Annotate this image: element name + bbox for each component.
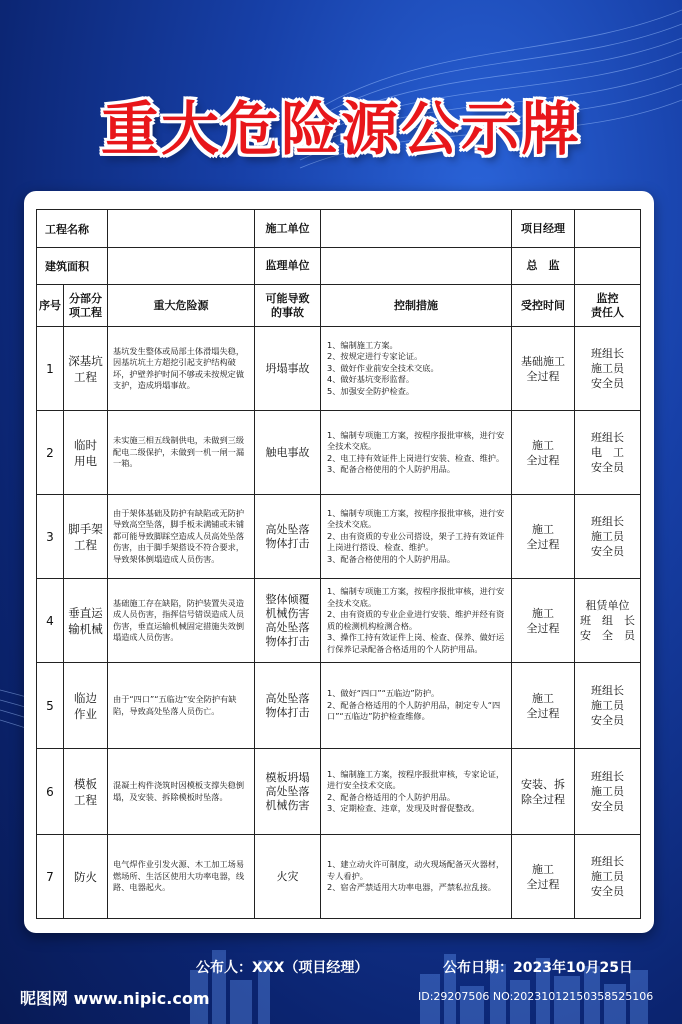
resp-line: 施工员 — [591, 785, 624, 798]
possible-accident — [255, 663, 321, 749]
responsible-person — [575, 579, 641, 663]
sub-project-line: 工程 — [74, 369, 97, 384]
sub-project — [64, 835, 108, 919]
sub-project-line: 深基坑 — [68, 353, 103, 368]
row-number: 7 — [37, 835, 64, 919]
responsible-person — [575, 327, 641, 411]
supervisor-label: 监理单位 — [255, 248, 321, 285]
sub-project-line: 用电 — [74, 453, 97, 468]
time-line: 全过程 — [526, 706, 560, 720]
possible-accident — [255, 579, 321, 663]
header-resp — [575, 285, 641, 327]
resp-line: 班组长 — [591, 855, 624, 868]
accident-line: 高处坠落 — [265, 620, 310, 634]
possible-accident — [255, 411, 321, 495]
possible-accident — [255, 835, 321, 919]
control-measures — [321, 411, 512, 495]
measure-item: 3、配备合格使用的个人防护用品。 — [327, 464, 456, 474]
resp-line: 安全员 — [591, 461, 624, 474]
time-line: 施工 — [532, 862, 554, 876]
resp-line: 安全员 — [591, 800, 624, 813]
sub-project-line: 防火 — [74, 869, 97, 884]
resp-line: 班组长 — [591, 431, 624, 444]
resp-line: 安 全 员 — [580, 629, 635, 642]
header-time: 受控时间 — [512, 285, 575, 327]
resp-line: 安全员 — [591, 714, 624, 727]
responsible-person — [575, 749, 641, 835]
time-line: 安装、拆 — [521, 777, 565, 791]
accident-line: 模板坍塌 — [265, 770, 310, 784]
resp-line: 安全员 — [591, 377, 624, 390]
supervisor-value — [321, 248, 512, 285]
time-line: 全过程 — [526, 877, 560, 891]
header-sub-line-2: 项工程 — [69, 305, 102, 319]
header-no: 序号 — [37, 285, 64, 327]
row-number: 4 — [37, 579, 64, 663]
accident-line: 机械伤害 — [265, 798, 310, 812]
sub-project — [64, 495, 108, 579]
sub-project-line: 垂直运 — [68, 605, 103, 620]
hazard-description: 基础施工存在缺陷，防护装置失灵造成人员伤害，指挥信号错误造成人员伤害，垂直运输机械固定措施失效倒塌造成人员伤害。 — [108, 579, 255, 663]
header-sub-line-1: 分部分 — [69, 291, 102, 305]
measure-item: 5、加强安全防护检查。 — [327, 385, 415, 396]
watermark-id: ID:29207506 NO:20231012150358525106 — [418, 990, 654, 1003]
area-value — [108, 248, 255, 285]
hazard-row — [37, 495, 641, 579]
manager-value — [575, 210, 641, 248]
time-line: 全过程 — [526, 369, 560, 383]
controlled-time — [512, 579, 575, 663]
control-measures — [321, 663, 512, 749]
accident-line: 机械伤害 — [265, 606, 310, 620]
measure-item: 2、配备合格适用的个人防护用品，制定专人“四口”“五临边”防护检查维修。 — [327, 699, 501, 722]
responsible-person — [575, 835, 641, 919]
hazard-description: 由于“四口”“五临边”安全防护有缺陷，导致高处坠落人员伤亡。 — [108, 663, 255, 749]
controlled-time — [512, 835, 575, 919]
hazard-row — [37, 579, 641, 663]
accident-line: 高处坠落 — [265, 691, 310, 705]
time-line: 施工 — [532, 522, 554, 536]
manager-label: 项目经理 — [512, 210, 575, 248]
accident-line: 高处坠落 — [265, 522, 310, 536]
header-resp-line-1: 监控 — [596, 291, 619, 305]
sub-project — [64, 411, 108, 495]
sub-project — [64, 663, 108, 749]
area-label: 建筑面积 — [37, 248, 108, 285]
controlled-time — [512, 495, 575, 579]
control-measures — [321, 749, 512, 835]
time-line: 全过程 — [526, 453, 560, 467]
time-line: 全过程 — [526, 537, 560, 551]
accident-line: 触电事故 — [265, 445, 310, 459]
measure-item: 1、编制专项施工方案，按程序报批审核，进行安全技术交底。 — [327, 586, 505, 608]
header-accident-line-1: 可能导致 — [265, 291, 310, 305]
time-line: 除全过程 — [521, 792, 565, 806]
hazard-row — [37, 327, 641, 411]
controlled-time — [512, 327, 575, 411]
project-name-label: 工程名称 — [37, 210, 108, 248]
measure-item: 2、由有资质的专业企业进行安装、维护并经有资质的检测机构检测合格。 — [327, 609, 505, 631]
controlled-time — [512, 663, 575, 749]
row-number: 5 — [37, 663, 64, 749]
hazard-row — [37, 411, 641, 495]
measure-item: 3、配备合格使用的个人防护用品。 — [327, 553, 456, 564]
responsible-person — [575, 495, 641, 579]
resp-line: 施工员 — [591, 362, 624, 375]
hazard-board — [24, 191, 654, 933]
sub-project-line: 输机械 — [68, 621, 103, 636]
info-row-2 — [37, 248, 641, 285]
resp-line: 施工员 — [591, 530, 624, 543]
resp-line: 施工员 — [591, 699, 624, 712]
resp-line: 班组长 — [591, 347, 624, 360]
controlled-time — [512, 749, 575, 835]
resp-line: 施工员 — [591, 870, 624, 883]
accident-line: 火灾 — [276, 869, 299, 883]
measure-item: 1、编制专项施工方案，按程序报批审核，进行安全技术交底。 — [327, 507, 505, 530]
measure-item: 3、做好作业前安全技术交底。 — [327, 362, 439, 373]
header-measures: 控制措施 — [321, 285, 512, 327]
resp-line: 班组长 — [591, 770, 624, 783]
sub-project — [64, 327, 108, 411]
sub-project-line: 作业 — [74, 706, 97, 721]
row-number: 3 — [37, 495, 64, 579]
watermark-site: 昵图网 www.nipic.com — [20, 989, 210, 1008]
measure-item: 2、按规定进行专家论证。 — [327, 351, 423, 362]
measure-item: 2、由有资质的专业公司搭设，架子工持有效证件上岗进行搭设、检查、维护。 — [327, 530, 505, 553]
measure-item: 1、做好“四口”“五临边”防护。 — [327, 688, 440, 699]
measure-item: 1、编制专项施工方案，按程序报批审核，进行安全技术交底。 — [327, 429, 505, 451]
header-accident — [255, 285, 321, 327]
time-line: 施工 — [532, 691, 554, 705]
hazard-row — [37, 663, 641, 749]
chief-label: 总 监 — [512, 248, 575, 285]
header-hazard: 重大危险源 — [108, 285, 255, 327]
header-resp-line-2: 责任人 — [591, 305, 624, 319]
chief-value — [575, 248, 641, 285]
accident-line: 高处坠落 — [265, 784, 310, 798]
builder-label: 施工单位 — [255, 210, 321, 248]
time-line: 基础施工 — [521, 354, 565, 368]
sub-project-line: 临边 — [74, 690, 97, 705]
measure-item: 3、操作工持有效证件上岗、检查、保养、做好运行保养记录配备合格适用的个人防护用品。 — [327, 632, 505, 654]
hazard-table — [36, 209, 641, 919]
resp-line: 租赁单位 — [585, 599, 630, 612]
resp-line: 班组长 — [591, 684, 624, 697]
city-skyline — [180, 930, 660, 1024]
possible-accident — [255, 327, 321, 411]
page-title: 重大危险源公示牌 — [100, 95, 581, 163]
time-line: 全过程 — [526, 621, 560, 635]
possible-accident — [255, 495, 321, 579]
hazard-description: 由于架体基础及防护有缺陷或无防护导致高空坠落，脚手板未满铺或未铺都可能导致脚踩空造成人员高处坠落伤害，由于脚手架搭设不符合要求，导致架体倒塌造成人员伤害。 — [108, 495, 255, 579]
hazard-description: 未实施三相五线制供电，未做到三级配电二级保护，未做到一机一闸一漏一箱。 — [108, 411, 255, 495]
measure-item: 1、编制施工方案，按程序报批审核，专家论证，进行安全技术交底。 — [327, 768, 505, 790]
measure-item: 2、宿舍严禁适用大功率电器，严禁私拉乱接。 — [327, 882, 496, 893]
accident-line: 物体打击 — [265, 536, 310, 550]
hazard-description: 电气焊作业引发火源、木工加工场易燃场所、生活区使用大功率电器，线路、电器起火。 — [108, 835, 255, 919]
possible-accident — [255, 749, 321, 835]
header-row — [37, 285, 641, 327]
resp-line: 安全员 — [591, 545, 624, 558]
publisher-text: 公布人：XXX（项目经理） — [196, 960, 369, 976]
hazard-rows — [37, 327, 641, 919]
time-line: 施工 — [532, 438, 554, 452]
sub-project — [64, 749, 108, 835]
accident-line: 物体打击 — [265, 705, 310, 719]
control-measures — [321, 495, 512, 579]
info-row-1 — [37, 210, 641, 248]
sub-project-line: 模板 — [74, 776, 97, 791]
control-measures — [321, 327, 512, 411]
row-number: 2 — [37, 411, 64, 495]
sub-project-line: 脚手架 — [68, 521, 103, 536]
row-number: 1 — [37, 327, 64, 411]
hazard-description: 混凝土构件浇筑时因模板支撑失稳倒塌，及安装、拆除模板时坠落。 — [108, 749, 255, 835]
measure-item: 1、编制施工方案。 — [327, 339, 398, 350]
resp-line: 班组长 — [591, 515, 624, 528]
measure-item: 3、定期检查、违章，发现及时督促整改。 — [327, 803, 480, 813]
control-measures — [321, 835, 512, 919]
hazard-description: 基坑发生整体或局部土体滑塌失稳，因基坑坑土方超挖引起支护结构破坏，护壁养护时间不够或未按规定做支护，造成坍塌事故。 — [108, 327, 255, 411]
time-line: 施工 — [532, 606, 554, 620]
resp-line: 安全员 — [591, 885, 624, 898]
publish-date-text: 公布日期：2023年10月25日 — [443, 960, 633, 976]
responsible-person — [575, 411, 641, 495]
resp-line: 班 组 长 — [580, 614, 635, 627]
control-measures — [321, 579, 512, 663]
builder-value — [321, 210, 512, 248]
header-sub — [64, 285, 108, 327]
sub-project — [64, 579, 108, 663]
sub-project-line: 临时 — [74, 437, 97, 452]
measure-item: 1、建立动火许可制度，动火现场配备灭火器材，专人看护。 — [327, 859, 505, 881]
responsible-person — [575, 663, 641, 749]
hazard-row — [37, 835, 641, 919]
controlled-time — [512, 411, 575, 495]
project-name-value — [108, 210, 255, 248]
sub-project-line: 工程 — [74, 792, 97, 807]
measure-item: 2、电工持有效证件上岗进行安装、检查、维护。 — [327, 452, 505, 463]
hazard-row — [37, 749, 641, 835]
row-number: 6 — [37, 749, 64, 835]
sub-project-line: 工程 — [74, 537, 97, 552]
accident-line: 整体倾覆 — [265, 592, 310, 606]
measure-item: 4、做好基坑变形监督。 — [327, 374, 415, 385]
resp-line: 电 工 — [591, 446, 624, 459]
accident-line: 坍塌事故 — [265, 361, 310, 375]
measure-item: 2、配备合格适用的个人防护用品。 — [327, 791, 456, 802]
header-accident-line-2: 的事故 — [271, 305, 304, 319]
accident-line: 物体打击 — [265, 634, 310, 648]
